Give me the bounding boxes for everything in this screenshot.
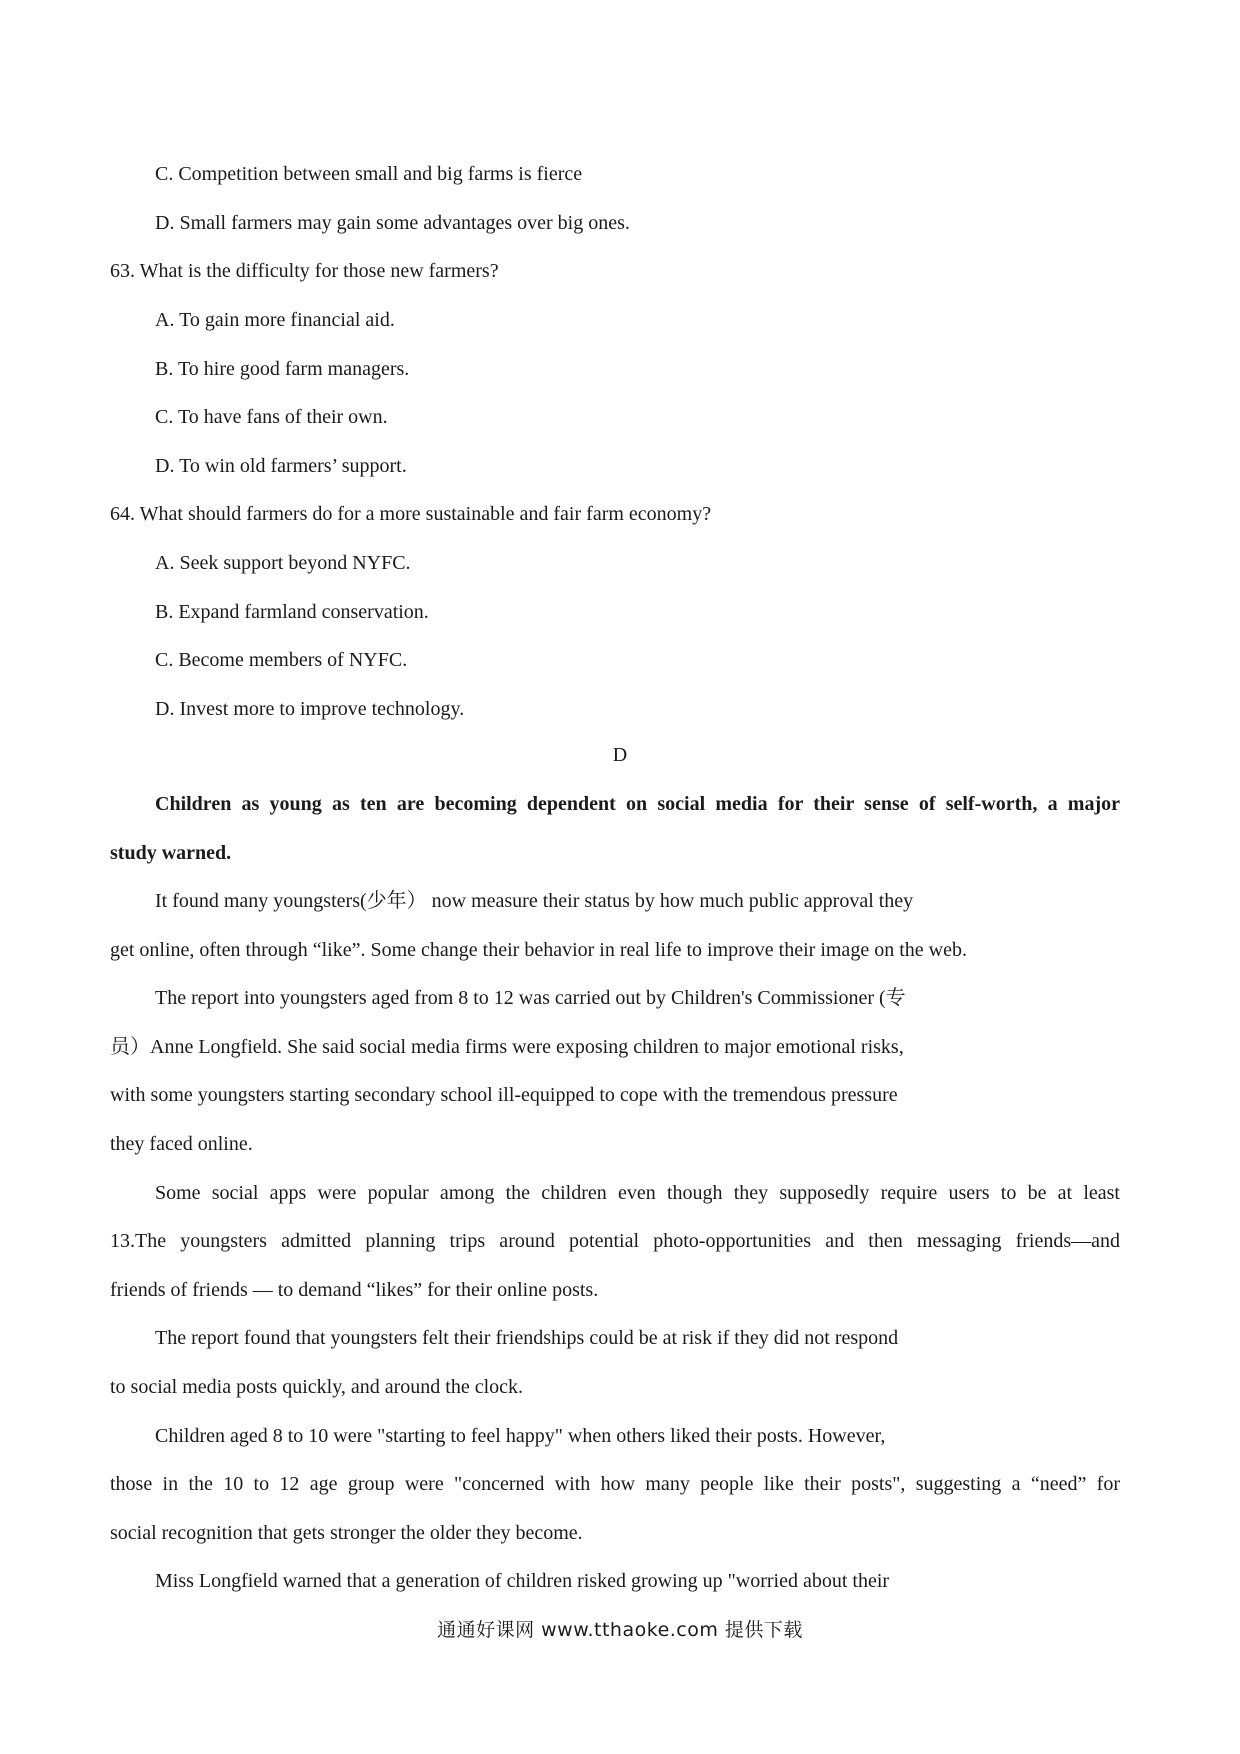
passage-p6-line1: Miss Longfield warned that a generation of children risked growing up "worried about their: [155, 1570, 890, 1592]
passage-p4-line2: to social media posts quickly, and around the clock.: [110, 1376, 524, 1398]
passage-p1-line2: get online, often through “like”. Some change their behavior in real life to improve their image on the web.: [110, 939, 967, 961]
page-footer: 通通好课网 www.tthaoke.com 提供下载: [437, 1619, 803, 1641]
q62-option-d: D. Small farmers may gain some advantages over big ones.: [155, 212, 630, 234]
passage-headline-line1: Children as young as ten are becoming dependent on social media for their sense of self-worth, a major: [155, 793, 1120, 815]
q63-option-a: A. To gain more financial aid.: [155, 309, 395, 331]
passage-headline-line2: study warned.: [110, 842, 232, 864]
passage-p5-line3: social recognition that gets stronger the older they become.: [110, 1522, 583, 1544]
q63-stem: 63. What is the difficulty for those new farmers?: [110, 260, 499, 282]
passage-p4-line1: The report found that youngsters felt their friendships could be at risk if they did not respond: [155, 1327, 899, 1349]
passage-p3-line1: Some social apps were popular among the children even though they supposedly require users to be at least: [155, 1182, 1120, 1204]
q64-option-b: B. Expand farmland conservation.: [155, 601, 429, 623]
passage-p2-line4: they faced online.: [110, 1133, 253, 1155]
section-letter: D: [612, 744, 628, 766]
passage-p2-line2: 员）Anne Longfield. She said social media firms were exposing children to major emotional risks,: [110, 1036, 904, 1058]
q64-option-c: C. Become members of NYFC.: [155, 649, 408, 671]
passage-p1-line1: It found many youngsters(少年） now measure their status by how much public approval they: [155, 890, 914, 912]
q62-option-c: C. Competition between small and big farms is fierce: [155, 163, 583, 185]
q63-option-d: D. To win old farmers’ support.: [155, 455, 407, 477]
q64-option-d: D. Invest more to improve technology.: [155, 698, 465, 720]
passage-p5-line2: those in the 10 to 12 age group were "concerned with how many people like their posts", suggesting a “need” for: [110, 1473, 1120, 1495]
passage-p3-line2: 13.The youngsters admitted planning trips around potential photo-opportunities and then messaging friends—and: [110, 1230, 1120, 1252]
passage-p3-line3: friends of friends — to demand “likes” for their online posts.: [110, 1279, 599, 1301]
q64-stem: 64. What should farmers do for a more sustainable and fair farm economy?: [110, 503, 712, 525]
q64-option-a: A. Seek support beyond NYFC.: [155, 552, 411, 574]
passage-p2-line1: The report into youngsters aged from 8 to 12 was carried out by Children's Commissioner (专: [155, 987, 906, 1009]
passage-p2-line3: with some youngsters starting secondary school ill-equipped to cope with the tremendous pressure: [110, 1084, 898, 1106]
passage-p5-line1: Children aged 8 to 10 were "starting to feel happy" when others liked their posts. However,: [155, 1425, 886, 1447]
q63-option-c: C. To have fans of their own.: [155, 406, 388, 428]
q63-option-b: B. To hire good farm managers.: [155, 358, 410, 380]
